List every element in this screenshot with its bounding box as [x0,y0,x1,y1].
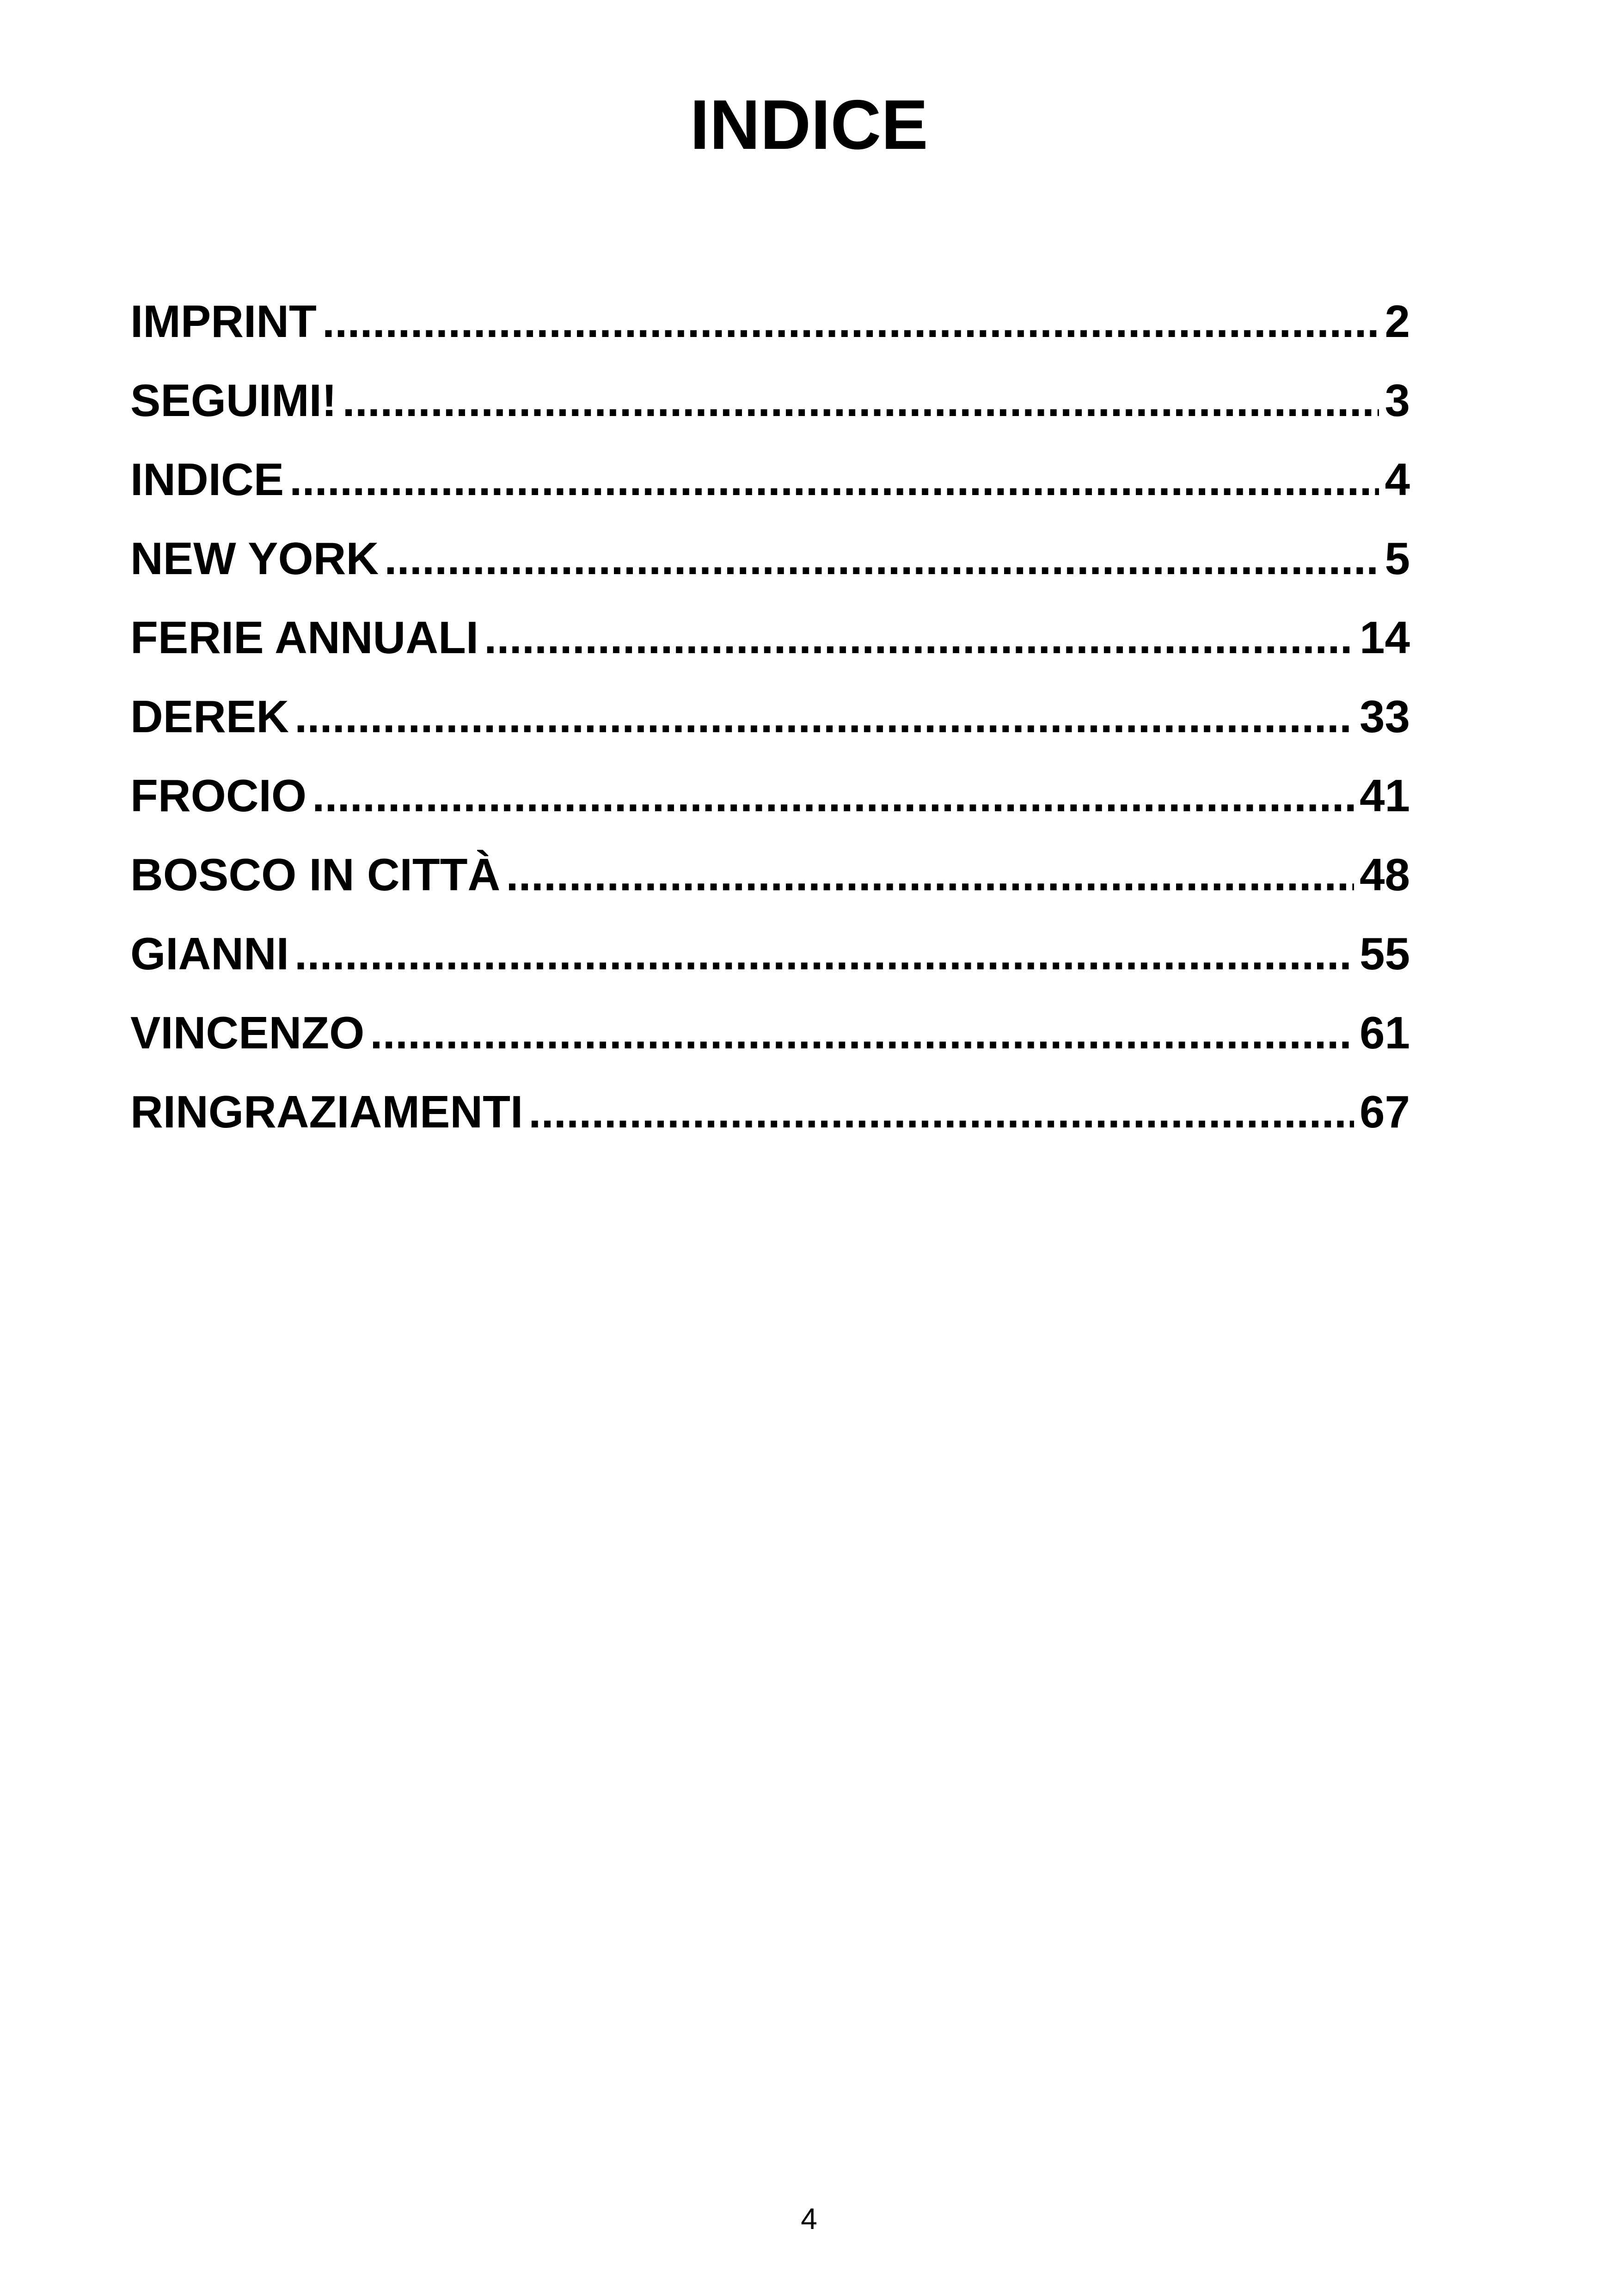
toc-entry-page-number: 67 [1359,1086,1410,1137]
page-number: 4 [801,2202,817,2235]
toc-entry-ferie-annuali[interactable] [130,607,1410,686]
toc-entry-imprint[interactable] [130,291,1410,370]
toc-entry-label: DEREK [130,691,289,742]
dot-leader [506,845,1354,905]
toc-entry-label: RINGRAZIAMENTI [130,1086,523,1137]
toc-entry-frocio[interactable] [130,765,1410,845]
toc-entry-seguimi[interactable] [130,370,1410,449]
dot-leader [289,449,1379,509]
toc-entry-page-number: 33 [1359,691,1410,742]
dot-leader [528,1082,1354,1142]
toc-entry-label: SEGUIMI! [130,375,337,426]
toc-entry-bosco-in-citta[interactable] [130,845,1410,924]
toc-entry-label: NEW YORK [130,533,379,584]
toc-entry-page-number: 61 [1359,1007,1410,1058]
dot-leader [484,607,1354,667]
table-of-contents [130,291,1410,1161]
page-title: INDICE [690,86,928,164]
dot-leader [294,924,1354,984]
toc-entry-page-number: 5 [1385,533,1410,584]
toc-entry-indice[interactable] [130,449,1410,528]
toc-entry-gianni[interactable] [130,924,1410,1003]
toc-entry-ringraziamenti[interactable] [130,1082,1410,1161]
dot-leader [370,1003,1354,1063]
toc-entry-page-number: 55 [1359,928,1410,979]
dot-leader [384,528,1379,588]
dot-leader [342,370,1379,430]
dot-leader [322,291,1379,351]
toc-entry-label: VINCENZO [130,1007,365,1058]
toc-entry-page-number: 4 [1385,454,1410,505]
toc-entry-page-number: 2 [1385,296,1410,347]
toc-entry-label: GIANNI [130,928,289,979]
toc-entry-page-number: 48 [1359,849,1410,900]
toc-entry-label: BOSCO IN CITTÀ [130,849,501,900]
dot-leader [312,765,1354,826]
toc-entry-page-number: 14 [1359,612,1410,663]
toc-entry-page-number: 3 [1385,375,1410,426]
toc-entry-label: FROCIO [130,770,307,821]
toc-entry-vincenzo[interactable] [130,1003,1410,1082]
toc-entry-label: INDICE [130,454,284,505]
toc-entry-page-number: 41 [1359,770,1410,821]
toc-entry-derek[interactable] [130,686,1410,765]
toc-entry-label: FERIE ANNUALI [130,612,479,663]
dot-leader [294,686,1354,747]
toc-entry-new-york[interactable] [130,528,1410,607]
toc-entry-label: IMPRINT [130,296,317,347]
